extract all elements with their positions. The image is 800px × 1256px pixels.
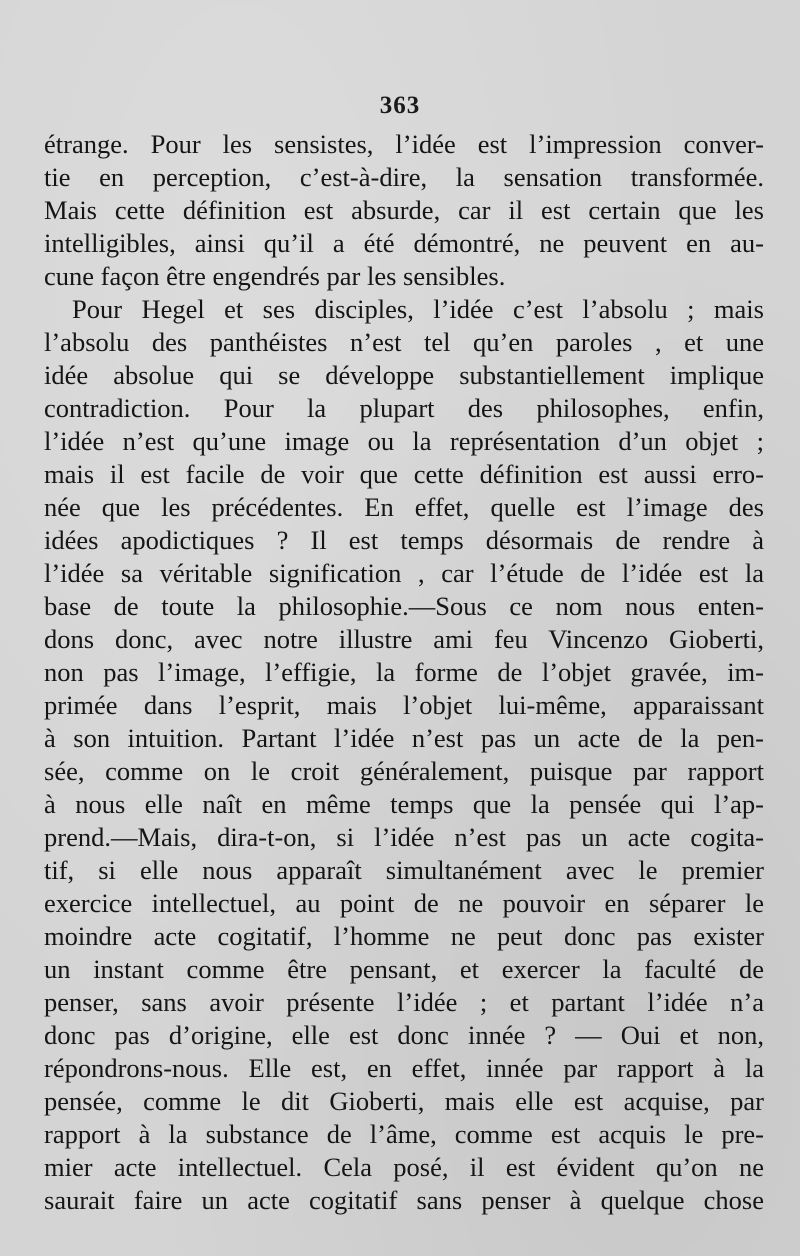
body-text <box>44 128 764 1217</box>
text-line: Pour Hegel et ses disciples, l’idée c’est l’absolu ; mais <box>72 294 764 324</box>
text-line: l’idée n’est qu’une image ou la représentation d’un objet ; <box>44 426 764 456</box>
text-line: tif, si elle nous apparaît simultanément avec le premier <box>44 855 764 885</box>
text-line: mais il est facile de voir que cette définition est aussi erro- <box>44 459 764 489</box>
text-line: l’absolu des panthéistes n’est tel qu’en paroles , et une <box>44 327 764 357</box>
text-line: l’idée sa véritable signification , car l’étude de l’idée est la <box>44 558 764 588</box>
text-line: rapport à la substance de l’âme, comme est acquis le pre- <box>44 1119 764 1149</box>
text-line: moindre acte cogitatif, l’homme ne peut donc pas exister <box>44 921 764 951</box>
text-line: dons donc, avec notre illustre ami feu Vincenzo Gioberti, <box>44 624 764 654</box>
text-line: sée, comme on le croit généralement, puisque par rapport <box>44 756 764 786</box>
text-line: contradiction. Pour la plupart des philosophes, enfin, <box>44 393 764 423</box>
text-line: prend.—Mais, dira-t-on, si l’idée n’est pas un acte cogita- <box>44 822 764 852</box>
text-line: primée dans l’esprit, mais l’objet lui-même, apparaissant <box>44 690 764 720</box>
text-line: cune façon être engendrés par les sensibles. <box>44 261 506 291</box>
text-line: répondrons-nous. Elle est, en effet, innée par rapport à la <box>44 1053 764 1083</box>
text-line: donc pas d’origine, elle est donc innée ? — Oui et non, <box>44 1020 764 1050</box>
text-line: à son intuition. Partant l’idée n’est pas un acte de la pen- <box>44 723 764 753</box>
text-line: Mais cette définition est absurde, car il est certain que les <box>44 195 764 225</box>
text-line: tie en perception, c’est-à-dire, la sensation transformée. <box>44 162 764 192</box>
text-line: saurait faire un acte cogitatif sans penser à quelque chose <box>44 1185 764 1215</box>
text-line: née que les précédentes. En effet, quelle est l’image des <box>44 492 764 522</box>
text-line: un instant comme être pensant, et exercer la faculté de <box>44 954 764 984</box>
text-line: exercice intellectuel, au point de ne pouvoir en séparer le <box>44 888 764 918</box>
text-line: base de toute la philosophie.—Sous ce nom nous enten- <box>44 591 764 621</box>
text-line: idée absolue qui se développe substantiellement implique <box>44 360 764 390</box>
text-line: intelligibles, ainsi qu’il a été démontré, ne peuvent en au- <box>44 228 764 258</box>
text-line: étrange. Pour les sensistes, l’idée est l’impression conver- <box>44 129 764 159</box>
text-line: pensée, comme le dit Gioberti, mais elle est acquise, par <box>44 1086 764 1116</box>
text-line: idées apodictiques ? Il est temps désormais de rendre à <box>44 525 764 555</box>
page-number: 363 <box>379 92 421 119</box>
text-line: non pas l’image, l’effigie, la forme de l’objet gravée, im- <box>44 657 764 687</box>
text-line: penser, sans avoir présente l’idée ; et partant l’idée n’a <box>44 987 764 1017</box>
text-line: mier acte intellectuel. Cela posé, il est évident qu’on ne <box>44 1152 764 1182</box>
text-line: à nous elle naît en même temps que la pensée qui l’ap- <box>44 789 764 819</box>
